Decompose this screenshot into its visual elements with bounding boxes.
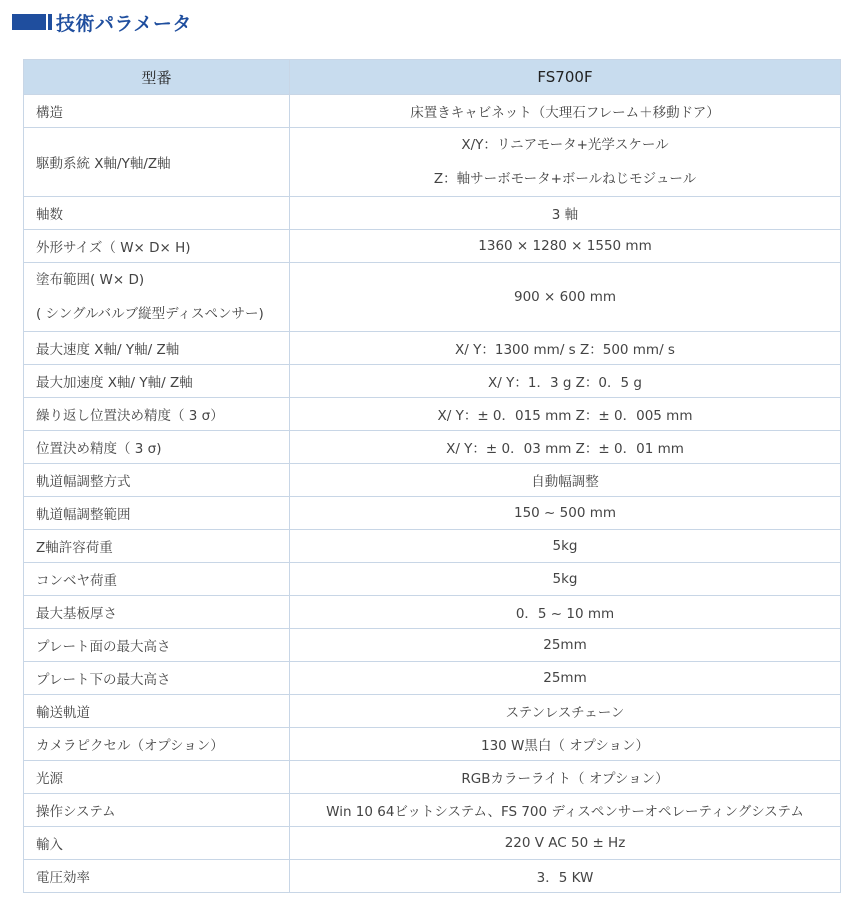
row-label-cell	[24, 860, 290, 893]
row-value-text: Z：軸サーボモータ+ボールねじモジュール	[433, 171, 697, 187]
row-value-text: 25mm	[543, 637, 587, 653]
row-label-cell	[24, 629, 290, 662]
table-row	[24, 530, 841, 563]
row-label-cell	[24, 563, 290, 596]
row-label-cell	[24, 497, 290, 530]
row-value-text: 1360 × 1280 × 1550 mm	[478, 238, 652, 254]
row-value-cell	[290, 596, 841, 629]
table-body	[24, 95, 841, 893]
row-value-cell	[290, 563, 841, 596]
row-label-text: プレート面の最大高さ	[36, 639, 171, 655]
row-value-text: 220 V AC 50 ± Hz	[504, 835, 626, 851]
row-value-cell	[290, 464, 841, 497]
table-row	[24, 332, 841, 365]
table-row	[24, 197, 841, 230]
row-value-cell	[290, 263, 841, 332]
row-value-text: 床置きキャビネット（大理石フレーム＋移動ドア）	[410, 105, 720, 121]
table-row	[24, 464, 841, 497]
row-label-text: 塗布範囲( W× D)	[36, 272, 145, 288]
row-value-text: 5kg	[552, 571, 578, 587]
row-value-cell	[290, 728, 841, 761]
row-value-cell	[290, 662, 841, 695]
row-label-cell	[24, 794, 290, 827]
row-label-cell	[24, 398, 290, 431]
spec-table	[23, 59, 841, 893]
row-value-cell	[290, 530, 841, 563]
section-marker-accent	[48, 14, 52, 30]
row-label-cell	[24, 95, 290, 128]
row-label-cell	[24, 431, 290, 464]
row-value-cell	[290, 95, 841, 128]
row-value-cell	[290, 230, 841, 263]
row-label-text: コンベヤ荷重	[36, 573, 117, 589]
section-title: 技術パラメータ	[56, 12, 192, 35]
row-value-cell	[290, 629, 841, 662]
row-value-cell	[290, 431, 841, 464]
row-label-cell	[24, 332, 290, 365]
row-value-cell	[290, 860, 841, 893]
row-value-cell	[290, 398, 841, 431]
row-label-text: 位置決め精度（ 3 σ)	[36, 441, 162, 457]
row-label-text: 軸数	[36, 207, 63, 223]
row-label-text: 操作システム	[36, 804, 116, 820]
row-value-text: X/ Y：± 0．03 mm Z：± 0．01 mm	[446, 441, 684, 457]
row-label-text: プレート下の最大高さ	[36, 672, 171, 688]
table-row	[24, 794, 841, 827]
row-value-cell	[290, 197, 841, 230]
section-header	[12, 8, 192, 36]
row-value-cell	[290, 761, 841, 794]
row-value-text: X/ Y：1300 mm/ s Z：500 mm/ s	[455, 342, 675, 358]
row-label-text: 繰り返し位置決め精度（ 3 σ）	[36, 408, 224, 424]
row-value-cell	[290, 365, 841, 398]
row-value-text: 3．5 KW	[536, 870, 594, 886]
row-label-text: 輸送軌道	[36, 705, 90, 721]
row-value-text: 130 W黒白（ オプション）	[481, 738, 649, 754]
table-row	[24, 365, 841, 398]
row-value-cell	[290, 497, 841, 530]
table-row	[24, 596, 841, 629]
row-value-cell	[290, 794, 841, 827]
table-row	[24, 860, 841, 893]
row-value-text: 0．5 ~ 10 mm	[515, 606, 615, 622]
row-value-text: 3 軸	[551, 207, 579, 223]
row-label-text: 軌道幅調整範囲	[36, 507, 131, 523]
row-label-cell	[24, 263, 290, 332]
table-row	[24, 629, 841, 662]
row-label-cell	[24, 197, 290, 230]
row-value-text: ステンレスチェーン	[505, 705, 625, 721]
row-value-text: 5kg	[552, 538, 578, 554]
row-label-text: 駆動系統 X軸/Y軸/Z軸	[36, 156, 171, 172]
table-row	[24, 431, 841, 464]
row-value-text: Win 10 64ビットシステム、FS 700 ディスペンサーオペレーティングシステム	[326, 804, 804, 820]
row-label-cell	[24, 662, 290, 695]
table-row	[24, 128, 841, 197]
row-label-text: 外形サイズ（ W× D× H)	[36, 240, 191, 256]
row-label-text: 最大基板厚さ	[36, 606, 117, 622]
row-label-cell	[24, 365, 290, 398]
row-label-text: 構造	[36, 105, 63, 121]
table-row	[24, 497, 841, 530]
row-value-text: 自動幅調整	[531, 474, 599, 490]
table-row	[24, 728, 841, 761]
row-label-cell	[24, 128, 290, 197]
row-label-text: 輸入	[36, 837, 63, 853]
row-label-cell	[24, 464, 290, 497]
row-value-text: X/Y：リニアモータ+光学スケール	[461, 137, 669, 153]
table-row	[24, 563, 841, 596]
table-row	[24, 662, 841, 695]
row-value-text: 150 ~ 500 mm	[513, 505, 617, 521]
table-row	[24, 263, 841, 332]
row-label-text: 光源	[36, 771, 63, 787]
row-label-cell	[24, 827, 290, 860]
table-row	[24, 761, 841, 794]
table-row	[24, 230, 841, 263]
row-label-text: ( シングルバルブ縦型ディスペンサー)	[36, 306, 264, 322]
row-value-text: X/ Y：± 0．015 mm Z：± 0．005 mm	[437, 408, 693, 424]
row-label-text: Z軸許容荷重	[36, 540, 113, 556]
row-label-cell	[24, 695, 290, 728]
row-label-cell	[24, 728, 290, 761]
row-value-cell	[290, 827, 841, 860]
row-label-cell	[24, 761, 290, 794]
row-label-cell	[24, 596, 290, 629]
header-value-cell: FS700F	[290, 60, 841, 95]
table-row	[24, 398, 841, 431]
table-row	[24, 95, 841, 128]
row-value-text: X/ Y：1．3 g Z：0．5 g	[488, 375, 642, 391]
row-label-text: カメラピクセル（オプション）	[36, 738, 224, 754]
row-value-text: 900 × 600 mm	[513, 289, 617, 305]
section-marker-icon	[12, 14, 46, 30]
row-label-cell	[24, 230, 290, 263]
row-value-cell	[290, 332, 841, 365]
row-value-cell	[290, 128, 841, 197]
table-header-row	[24, 60, 841, 95]
table-row	[24, 827, 841, 860]
row-value-text: RGBカラーライト（ オプション）	[461, 771, 669, 787]
row-label-text: 最大速度 X軸/ Y軸/ Z軸	[36, 342, 180, 358]
row-label-text: 軌道幅調整方式	[36, 474, 131, 490]
row-label-cell	[24, 530, 290, 563]
header-label-cell: 型番	[24, 60, 290, 95]
row-label-text: 電圧効率	[36, 870, 90, 886]
row-value-text: 25mm	[543, 670, 587, 686]
table-row	[24, 695, 841, 728]
row-value-cell	[290, 695, 841, 728]
row-label-text: 最大加速度 X軸/ Y軸/ Z軸	[36, 375, 193, 391]
